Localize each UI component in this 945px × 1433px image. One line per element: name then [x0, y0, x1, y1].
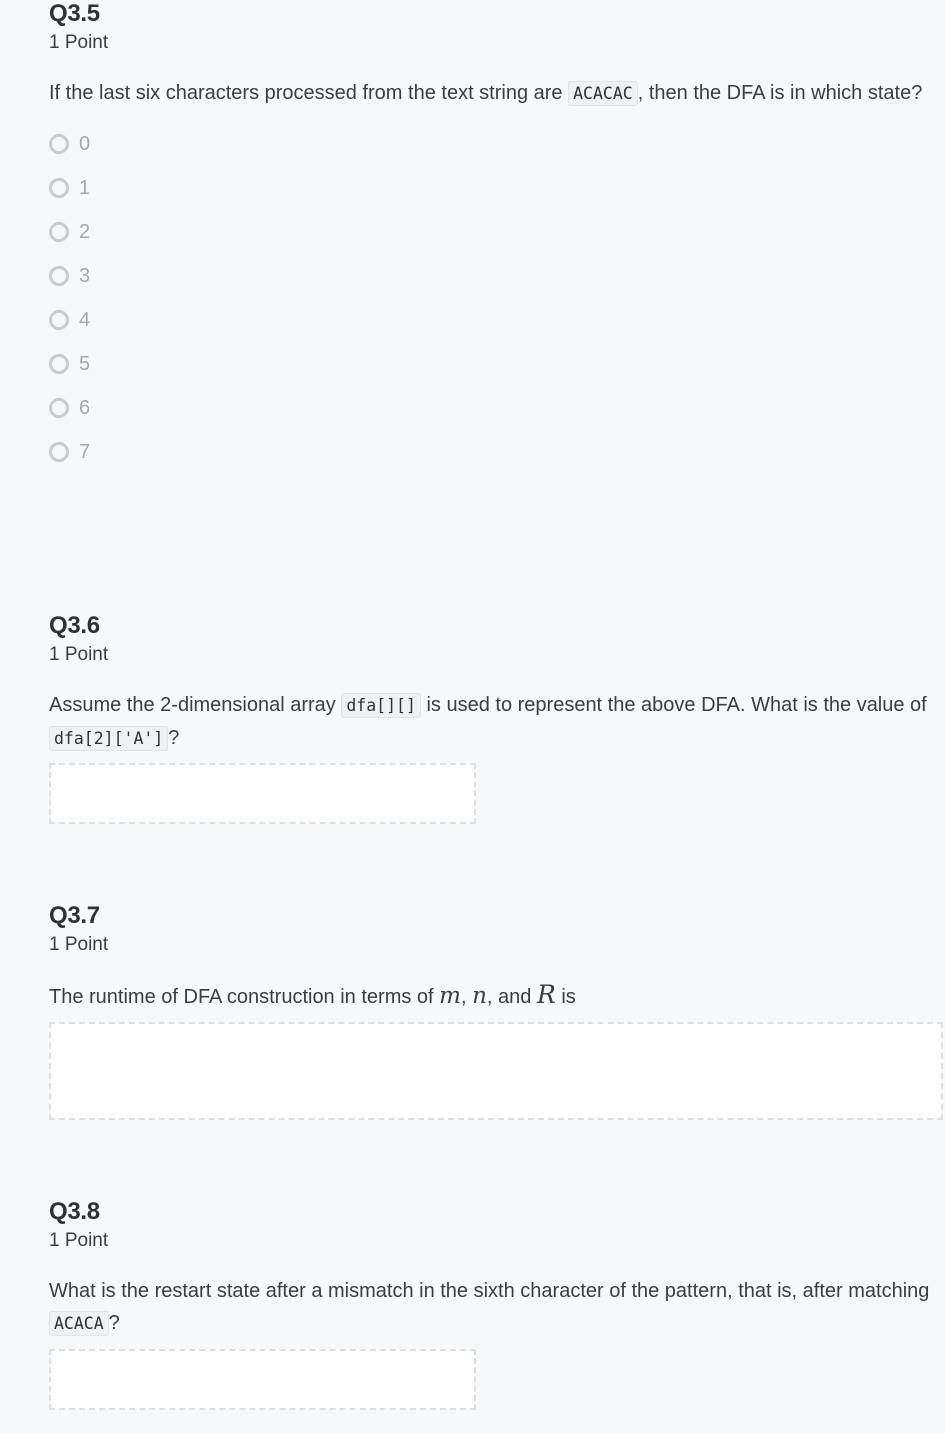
radio-button[interactable]	[49, 310, 69, 330]
prompt-text: is used to represent the above DFA. What is the value of	[420, 694, 927, 716]
prompt-text: ,	[460, 986, 473, 1008]
prompt-text: ?	[168, 727, 180, 749]
code-snippet: dfa[2]['A']	[49, 726, 168, 751]
question-q3-7	[49, 902, 945, 1013]
code-snippet: ACACA	[49, 1311, 109, 1336]
question-points: 1 Point	[49, 32, 109, 53]
prompt-text: , then the DFA is in which state?	[637, 82, 923, 104]
question-title: Q3.7	[49, 902, 100, 929]
answer-input-q3-6[interactable]	[49, 763, 476, 824]
radio-button[interactable]	[49, 222, 69, 242]
radio-option-3[interactable]	[49, 254, 945, 298]
prompt-text: , and	[486, 986, 537, 1008]
question-title: Q3.6	[49, 612, 100, 639]
question-q3-8	[49, 1198, 945, 1340]
prompt-text: If the last six characters processed from the text string are	[49, 82, 569, 104]
radio-button[interactable]	[49, 354, 69, 374]
math-variable-r: R	[536, 980, 556, 1009]
radio-options	[49, 122, 945, 474]
radio-button[interactable]	[49, 178, 69, 198]
radio-option-4[interactable]	[49, 298, 945, 342]
option-label: 6	[79, 396, 91, 419]
prompt-text: Assume the 2-dimensional array	[49, 694, 342, 716]
radio-button[interactable]	[49, 134, 69, 154]
option-label: 0	[79, 132, 91, 155]
question-points: 1 Point	[49, 644, 109, 665]
math-variable-m: m	[439, 983, 461, 1009]
option-label: 5	[79, 352, 91, 375]
question-points: 1 Point	[49, 1230, 109, 1251]
radio-option-6[interactable]	[49, 386, 945, 430]
question-title: Q3.5	[49, 0, 100, 27]
question-points: 1 Point	[49, 934, 109, 955]
radio-option-0[interactable]	[49, 122, 945, 166]
code-snippet: ACACAC	[568, 81, 638, 106]
radio-option-7[interactable]	[49, 430, 945, 474]
prompt-text: is	[555, 986, 576, 1008]
option-label: 3	[79, 264, 91, 287]
question-prompt	[49, 1275, 945, 1340]
math-variable-n: n	[472, 983, 487, 1009]
radio-option-2[interactable]	[49, 210, 945, 254]
radio-option-5[interactable]	[49, 342, 945, 386]
option-label: 1	[79, 176, 91, 199]
answer-input-q3-8[interactable]	[49, 1349, 476, 1410]
code-snippet: dfa[][]	[341, 693, 421, 718]
option-label: 7	[79, 440, 91, 463]
radio-button[interactable]	[49, 398, 69, 418]
radio-button[interactable]	[49, 442, 69, 462]
question-prompt	[49, 77, 945, 110]
radio-button[interactable]	[49, 266, 69, 286]
option-label: 2	[79, 220, 91, 243]
prompt-text: The runtime of DFA construction in terms of	[49, 986, 440, 1008]
radio-option-1[interactable]	[49, 166, 945, 210]
prompt-text: ?	[108, 1312, 120, 1334]
option-label: 4	[79, 308, 91, 331]
question-prompt	[49, 689, 945, 755]
question-q3-5	[49, 0, 945, 474]
question-title: Q3.8	[49, 1198, 100, 1225]
answer-textarea-q3-7[interactable]	[49, 1022, 943, 1120]
question-prompt	[49, 979, 945, 1013]
question-q3-6	[49, 612, 945, 755]
prompt-text: What is the restart state after a mismatch in the sixth character of the pattern, that is, after matching	[49, 1280, 930, 1302]
